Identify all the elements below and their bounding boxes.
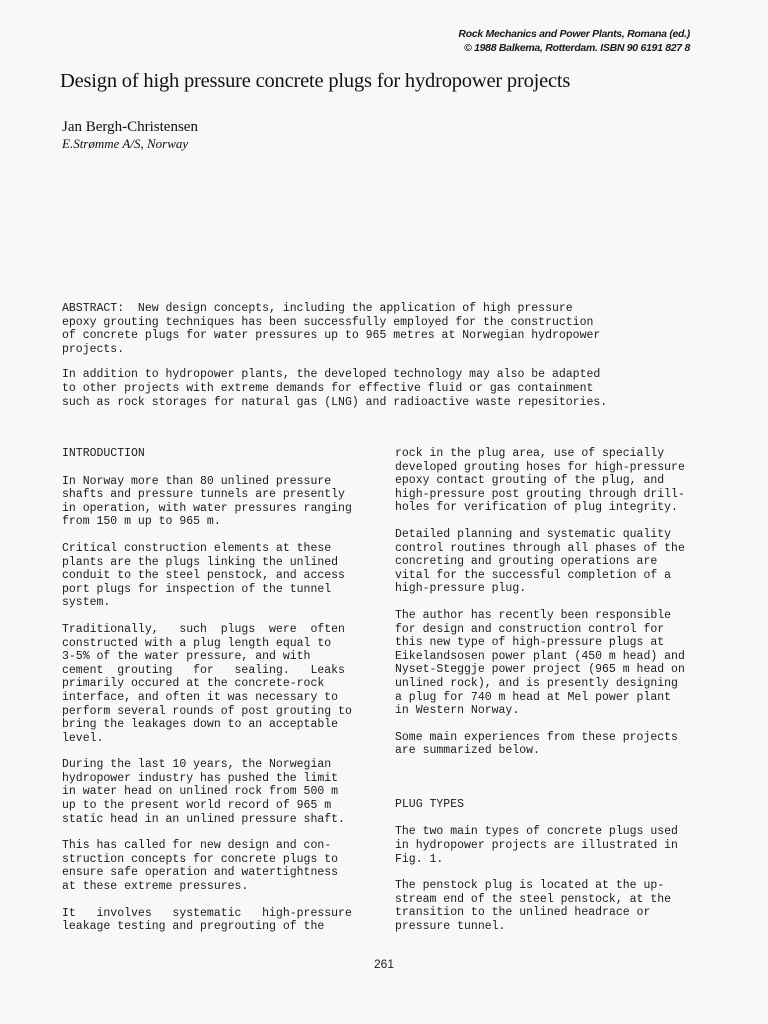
- right-column: [395, 447, 705, 947]
- body-paragraph: This has called for new design and con- struction concepts for concrete plugs to ensure safe operation and watertightness at these extreme pressures.: [62, 839, 339, 894]
- body-paragraph: rock in the plug area, use of specially developed grouting hoses for high-pressure epoxy contact grouting of the plug, and high-pressure post grouting through drill- holes for verification of plug integrity.: [395, 447, 685, 515]
- abstract: [62, 302, 607, 421]
- section-heading-plug-types: PLUG TYPES: [395, 797, 465, 811]
- left-column: [62, 447, 372, 947]
- author-affiliation: E.Strømme A/S, Norway: [62, 136, 189, 151]
- body-paragraph: The penstock plug is located at the up- stream end of the steel penstock, at the transition to the unlined headrace or pressure tunnel.: [395, 879, 672, 934]
- body-paragraph: During the last 10 years, the Norwegian hydropower industry has pushed the limit in water head on unlined rock from 500 m up to the present world record of 965 m static head in an unlined pressure shaft.: [62, 758, 345, 826]
- publication-line-1: Rock Mechanics and Power Plants, Romana (ed.): [458, 28, 690, 40]
- paper-title: Design of high pressure concrete plugs for hydropower projects: [60, 70, 571, 92]
- body-paragraph: The author has recently been responsible for design and construction control for this new type of high-pressure plugs at Eikelandsosen power plant (450 m head) and Nyset-Steggje power project (965 m head on unlined rock), and is presently designing a plug for 740 m head at Mel power plant in Western Norway.: [395, 608, 685, 718]
- publication-line-2: © 1988 Balkema, Rotterdam. ISBN 90 6191 827 8: [464, 42, 690, 54]
- body-paragraph: Critical construction elements at these plants are the plugs linking the unlined conduit to the steel penstock, and access port plugs for inspection of the tunnel system.: [62, 541, 345, 610]
- abstract-paragraph: In addition to hydropower plants, the developed technology may also be adapted to other projects with extreme demands for effective fluid or gas containment such as rock storages for natural gas (LNG) and radioactive waste repesitories.: [62, 368, 608, 409]
- abstract-paragraph: ABSTRACT: New design concepts, including the application of high pressure epoxy grouting techniques has been successfully employed for the construction of concrete plugs for water pressures up to 965 metres at Norwegian hydropower projects.: [62, 302, 601, 356]
- publication-info: [458, 27, 690, 55]
- author-name: Jan Bergh-Christensen: [62, 119, 198, 135]
- body-paragraph: Traditionally, such plugs were often constructed with a plug length equal to 3-5% of the water pressure, and with cement grouting for sealing. Leaks primarily occured at the concrete-rock interface, and often it was necessary to perform several rounds of post grouting to bring the leakages down to an acceptable level.: [62, 622, 352, 745]
- page-number: 261: [373, 957, 395, 971]
- body-paragraph: In Norway more than 80 unlined pressure shafts and pressure tunnels are presently in operation, with water pressures ranging from 150 m up to 965 m.: [62, 474, 352, 529]
- body-paragraph: Detailed planning and systematic quality control routines through all phases of the concreting and grouting operations are vital for the successful completion of a high-pressure plug.: [395, 527, 685, 596]
- body-paragraph: It involves systematic high-pressure leakage testing and pregrouting of the: [62, 906, 352, 934]
- body-paragraph: The two main types of concrete plugs used in hydropower projects are illustrated in Fig. 1.: [395, 825, 678, 866]
- section-heading-introduction: INTRODUCTION: [62, 447, 145, 460]
- body-paragraph: Some main experiences from these projects are summarized below.: [395, 730, 678, 758]
